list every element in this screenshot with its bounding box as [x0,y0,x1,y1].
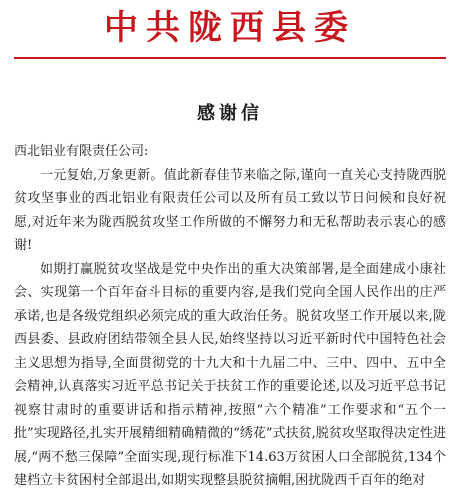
letterhead-divider [14,57,446,59]
letter-title: 感谢信 [197,103,263,124]
letter-paragraph-2: 如期打赢脱贫攻坚战是党中央作出的重大决策部署,是全面建成小康社会、实现第一个百年奋斗目标的重要内容,是我们党向全国人民作出的庄严承诺,也是各级党组织必须完成的重大政治任务。脱贫攻坚工作开展以来,陇西县委、县政府团结带领全县人民,始终坚持以习近平新时代中国特色社会主义思想为指导,全面贯彻党的十九大和十九届二中、三中、四中、五中全会精神,认真落实习近平总书记关于扶贫工作的重要论述,以及习近平总书记视察甘肃时的重要讲话和指示精神,按照“六个精准”工作要求和“五个一批”实现路径,扎实开展精细精确精微的“绣花”式扶贫,脱贫攻坚取得决定性进展,“两不愁三保障”全面实现,现行标准下14.63万贫困人口全部脱贫,134个建档立卡贫困村全部退出,如期实现整县脱贫摘帽,困扰陇西千百年的绝对 [14,261,446,488]
letter-paragraph-1: 一元复始,万象更新。值此新春佳节来临之际,谨向一直关心支持陇西脱贫攻坚事业的西北铝业有限责任公司以及所有员工致以节日问候和良好祝愿,对近年来为陇西脱贫攻坚工作所做的不懈努力和无私帮助表示衷心的感谢! [14,167,446,253]
letterhead-org-name: 中共陇西县委 [104,8,356,48]
letter-body [14,140,446,493]
letter-salutation: 西北铝业有限责任公司: [14,144,149,159]
